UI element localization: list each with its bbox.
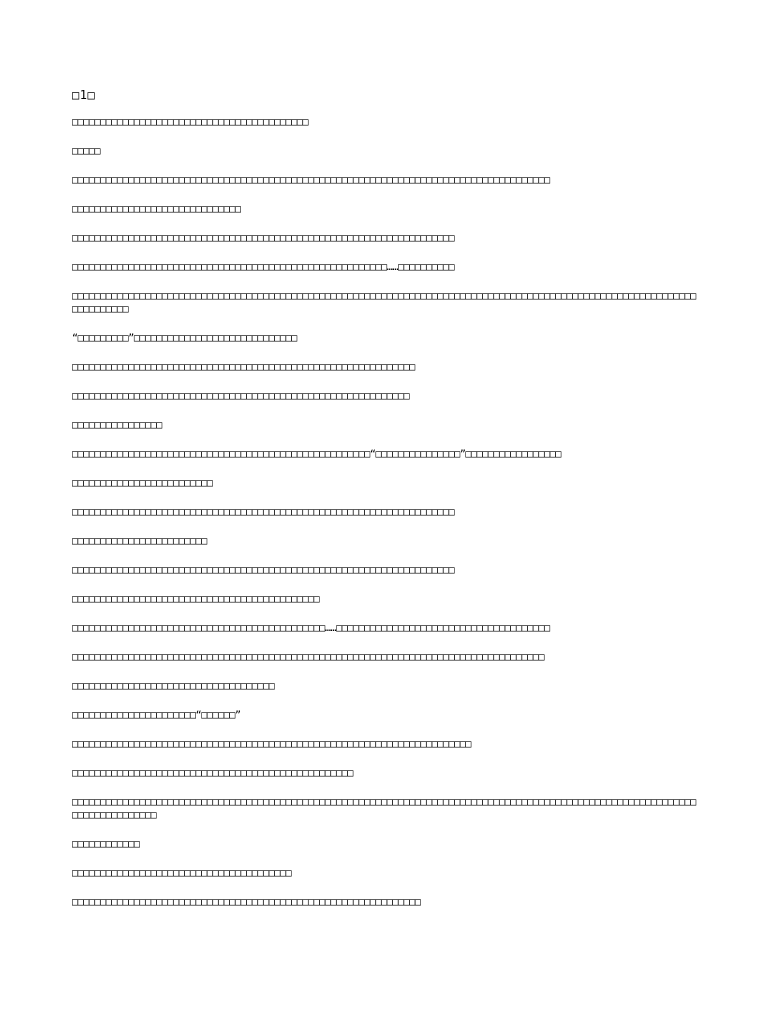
paragraph-8: “□□□□□□□□□”□□□□□□□□□□□□□□□□□□□□□□□□□□□□□ [72, 333, 297, 344]
document-page [72, 87, 698, 925]
paragraph-13: □□□□□□□□□□□□□□□□□□□□□□□□□ [72, 478, 213, 489]
paragraph-12: □□□□□□□□□□□□□□□□□□□□□□□□□□□□□□□□□□□□□□□□□□□□□□□□□□□□□“□□□□□□□□□□□□□□□”□□□□□□□□□□□□□□□□□ [72, 449, 561, 460]
paragraph-24: □□□□□□□□□□□□□□□□□□□□□□□□□□□□□□□□□□□□□□□□□□□□□□□□□□□□□□□□□□□□□□□□□□□□□□□□□□□□□□□□□□□□□□□□□□□□□□□□□□□□□□□□□□□□□□□□□□□□□□□□□□□□□□ [72, 797, 696, 821]
paragraph-6: □□□□□□□□□□□□□□□□□□□□□□□□□□□□□□□□□□□□□□□□□□□□□□□□□□□□□□□□……□□□□□□□□□□ [72, 262, 455, 273]
paragraph-22: □□□□□□□□□□□□□□□□□□□□□□□□□□□□□□□□□□□□□□□□□□□□□□□□□□□□□□□□□□□□□□□□□□□□□□□ [72, 739, 472, 750]
paragraph-9: □□□□□□□□□□□□□□□□□□□□□□□□□□□□□□□□□□□□□□□□□□□□□□□□□□□□□□□□□□□□□ [72, 362, 415, 373]
paragraph-7: □□□□□□□□□□□□□□□□□□□□□□□□□□□□□□□□□□□□□□□□□□□□□□□□□□□□□□□□□□□□□□□□□□□□□□□□□□□□□□□□□□□□□□□□□□□□□□□□□□□□□□□□□□□□□□□□□□□□□□□□□ [72, 291, 696, 315]
chapter-heading: □1□ [72, 88, 96, 102]
paragraph-16: □□□□□□□□□□□□□□□□□□□□□□□□□□□□□□□□□□□□□□□□□□□□□□□□□□□□□□□□□□□□□□□□□□□□ [72, 565, 455, 576]
paragraph-25: □□□□□□□□□□□□ [72, 839, 140, 850]
paragraph-27: □□□□□□□□□□□□□□□□□□□□□□□□□□□□□□□□□□□□□□□□□□□□□□□□□□□□□□□□□□□□□□ [72, 897, 421, 908]
paragraph-26: □□□□□□□□□□□□□□□□□□□□□□□□□□□□□□□□□□□□□□□ [72, 868, 292, 879]
paragraph-11: □□□□□□□□□□□□□□□□ [72, 420, 162, 431]
paragraph-21: □□□□□□□□□□□□□□□□□□□□□□“□□□□□□” [72, 710, 241, 721]
paragraph-18: □□□□□□□□□□□□□□□□□□□□□□□□□□□□□□□□□□□□□□□□□□□□□……□□□□□□□□□□□□□□□□□□□□□□□□□□□□□□□□□□□□□□ [72, 623, 550, 634]
paragraph-15: □□□□□□□□□□□□□□□□□□□□□□□□ [72, 536, 207, 547]
paragraph-10: □□□□□□□□□□□□□□□□□□□□□□□□□□□□□□□□□□□□□□□□□□□□□□□□□□□□□□□□□□□□ [72, 391, 410, 402]
paragraph-19: □□□□□□□□□□□□□□□□□□□□□□□□□□□□□□□□□□□□□□□□□□□□□□□□□□□□□□□□□□□□□□□□□□□□□□□□□□□□□□□□□□□□ [72, 652, 545, 663]
paragraph-20: □□□□□□□□□□□□□□□□□□□□□□□□□□□□□□□□□□□□ [72, 681, 275, 692]
paragraph-4: □□□□□□□□□□□□□□□□□□□□□□□□□□□□□□ [72, 204, 241, 215]
paragraph-17: □□□□□□□□□□□□□□□□□□□□□□□□□□□□□□□□□□□□□□□□□□□□ [72, 594, 320, 605]
paragraph-2: □□□□□ [72, 146, 101, 157]
paragraph-3: □□□□□□□□□□□□□□□□□□□□□□□□□□□□□□□□□□□□□□□□□□□□□□□□□□□□□□□□□□□□□□□□□□□□□□□□□□□□□□□□□□□□□ [72, 175, 550, 186]
paragraph-14: □□□□□□□□□□□□□□□□□□□□□□□□□□□□□□□□□□□□□□□□□□□□□□□□□□□□□□□□□□□□□□□□□□□□ [72, 507, 455, 518]
paragraph-5: □□□□□□□□□□□□□□□□□□□□□□□□□□□□□□□□□□□□□□□□□□□□□□□□□□□□□□□□□□□□□□□□□□□□ [72, 233, 455, 244]
paragraph-1: □□□□□□□□□□□□□□□□□□□□□□□□□□□□□□□□□□□□□□□□□□ [72, 117, 309, 128]
paragraph-23: □□□□□□□□□□□□□□□□□□□□□□□□□□□□□□□□□□□□□□□□□□□□□□□□□□ [72, 768, 354, 779]
